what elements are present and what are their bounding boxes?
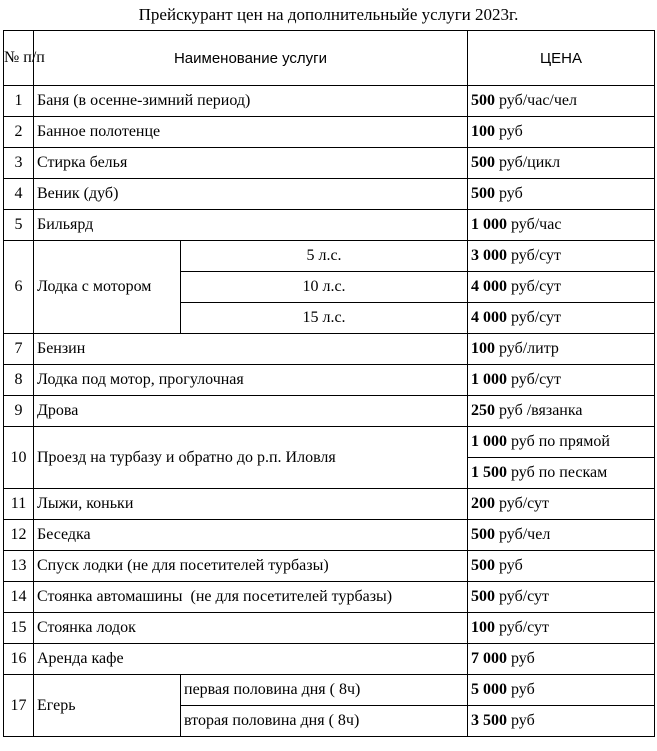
table-row (4, 117, 655, 148)
price-unit: руб/сут (495, 495, 550, 512)
price-unit: руб/сут (495, 619, 550, 636)
price-unit: руб (495, 185, 523, 202)
price-unit: руб/литр (495, 340, 559, 357)
service-price (468, 458, 655, 489)
service-price (468, 396, 655, 427)
price-unit: руб/сут (507, 309, 562, 326)
service-price (468, 365, 655, 396)
service-price (468, 334, 655, 365)
price-amount: 1 000 (471, 216, 507, 233)
service-option: первая половина дня ( 8ч) (181, 675, 468, 706)
table-row (4, 365, 655, 396)
service-name: Стирка белья (34, 148, 468, 179)
service-name: Аренда кафе (34, 644, 468, 675)
price-unit: руб/сут (507, 371, 562, 388)
table-row (4, 241, 655, 272)
service-name: Лодка с мотором (34, 241, 181, 334)
price-unit: руб/час (507, 216, 562, 233)
price-amount: 500 (471, 588, 495, 605)
price-unit: руб/сут (495, 588, 550, 605)
service-name: Спуск лодки (не для посетителей турбазы) (34, 551, 468, 582)
service-price (468, 675, 655, 706)
row-num: 2 (4, 117, 34, 148)
service-option: 5 л.с. (181, 241, 468, 272)
table-row (4, 179, 655, 210)
row-num: 14 (4, 582, 34, 613)
price-amount: 4 000 (471, 278, 507, 295)
service-name: Проезд на турбазу и обратно до р.п. Иловля (34, 427, 468, 489)
row-num: 3 (4, 148, 34, 179)
service-price (468, 210, 655, 241)
price-unit: руб/сут (507, 247, 562, 264)
service-name: Стоянка автомашины (не для посетителей турбазы) (34, 582, 468, 613)
service-price (468, 427, 655, 458)
row-num: 16 (4, 644, 34, 675)
service-name: Банное полотенце (34, 117, 468, 148)
table-row (4, 148, 655, 179)
price-amount: 500 (471, 154, 495, 171)
page-title: Прейскурант цен на дополнительныйе услуги 2023г. (138, 5, 519, 24)
price-unit: руб (495, 123, 523, 140)
row-num: 5 (4, 210, 34, 241)
row-num: 9 (4, 396, 34, 427)
price-amount: 500 (471, 557, 495, 574)
service-name: Баня (в осенне-зимний период) (34, 86, 468, 117)
price-unit: руб /вязанка (495, 402, 583, 419)
row-num: 8 (4, 365, 34, 396)
row-num: 1 (4, 86, 34, 117)
row-num: 10 (4, 427, 34, 489)
price-amount: 100 (471, 123, 495, 140)
table-row (4, 675, 655, 706)
table-row (4, 86, 655, 117)
price-amount: 4 000 (471, 309, 507, 326)
service-price (468, 86, 655, 117)
table-row (4, 644, 655, 675)
row-num: 17 (4, 675, 34, 737)
service-price (468, 520, 655, 551)
row-num: 7 (4, 334, 34, 365)
price-amount: 3 000 (471, 247, 507, 264)
service-name: Бильярд (34, 210, 468, 241)
service-price (468, 551, 655, 582)
table-row (4, 396, 655, 427)
price-list-table (3, 30, 655, 737)
row-num: 12 (4, 520, 34, 551)
price-unit: руб (507, 650, 535, 667)
row-num: 4 (4, 179, 34, 210)
service-option: вторая половина дня ( 8ч) (181, 706, 468, 737)
service-name: Дрова (34, 396, 468, 427)
service-price (468, 179, 655, 210)
table-row (4, 520, 655, 551)
price-unit: руб/час/чел (495, 92, 577, 109)
service-name: Лыжи, коньки (34, 489, 468, 520)
service-price (468, 582, 655, 613)
table-row (4, 551, 655, 582)
service-option: 15 л.с. (181, 303, 468, 334)
price-amount: 1 500 (471, 464, 507, 481)
service-price (468, 303, 655, 334)
price-unit: руб (495, 557, 523, 574)
price-unit: руб (507, 681, 535, 698)
header-price: ЦЕНА (468, 31, 655, 86)
table-row (4, 582, 655, 613)
price-amount: 100 (471, 619, 495, 636)
price-unit: руб/сут (507, 278, 562, 295)
price-amount: 500 (471, 526, 495, 543)
price-unit: руб по пескам (507, 464, 608, 481)
price-unit: руб (507, 712, 535, 729)
price-amount: 5 000 (471, 681, 507, 698)
price-amount: 1 000 (471, 433, 507, 450)
row-num: 13 (4, 551, 34, 582)
service-price (468, 148, 655, 179)
price-unit: руб/цикл (495, 154, 561, 171)
header-name: Наименование услуги (34, 31, 468, 86)
price-amount: 500 (471, 185, 495, 202)
table-row (4, 210, 655, 241)
price-amount: 250 (471, 402, 495, 419)
table-row (4, 613, 655, 644)
service-name: Егерь (34, 675, 181, 737)
service-name: Стоянка лодок (34, 613, 468, 644)
price-amount: 3 500 (471, 712, 507, 729)
price-amount: 100 (471, 340, 495, 357)
header-num: № п/п (4, 31, 34, 86)
table-row (4, 489, 655, 520)
row-num: 6 (4, 241, 34, 334)
service-name: Бензин (34, 334, 468, 365)
row-num: 15 (4, 613, 34, 644)
service-price (468, 706, 655, 737)
service-name: Беседка (34, 520, 468, 551)
service-price (468, 272, 655, 303)
service-price (468, 644, 655, 675)
price-amount: 7 000 (471, 650, 507, 667)
table-row (4, 334, 655, 365)
table-header (4, 31, 655, 86)
service-price (468, 613, 655, 644)
price-amount: 500 (471, 92, 495, 109)
service-option: 10 л.с. (181, 272, 468, 303)
price-amount: 200 (471, 495, 495, 512)
service-name: Лодка под мотор, прогулочная (34, 365, 468, 396)
price-amount: 1 000 (471, 371, 507, 388)
service-price (468, 489, 655, 520)
service-price (468, 241, 655, 272)
price-unit: руб по прямой (507, 433, 610, 450)
table-row (4, 427, 655, 458)
row-num: 11 (4, 489, 34, 520)
price-unit: руб/чел (495, 526, 551, 543)
service-name: Веник (дуб) (34, 179, 468, 210)
service-price (468, 117, 655, 148)
